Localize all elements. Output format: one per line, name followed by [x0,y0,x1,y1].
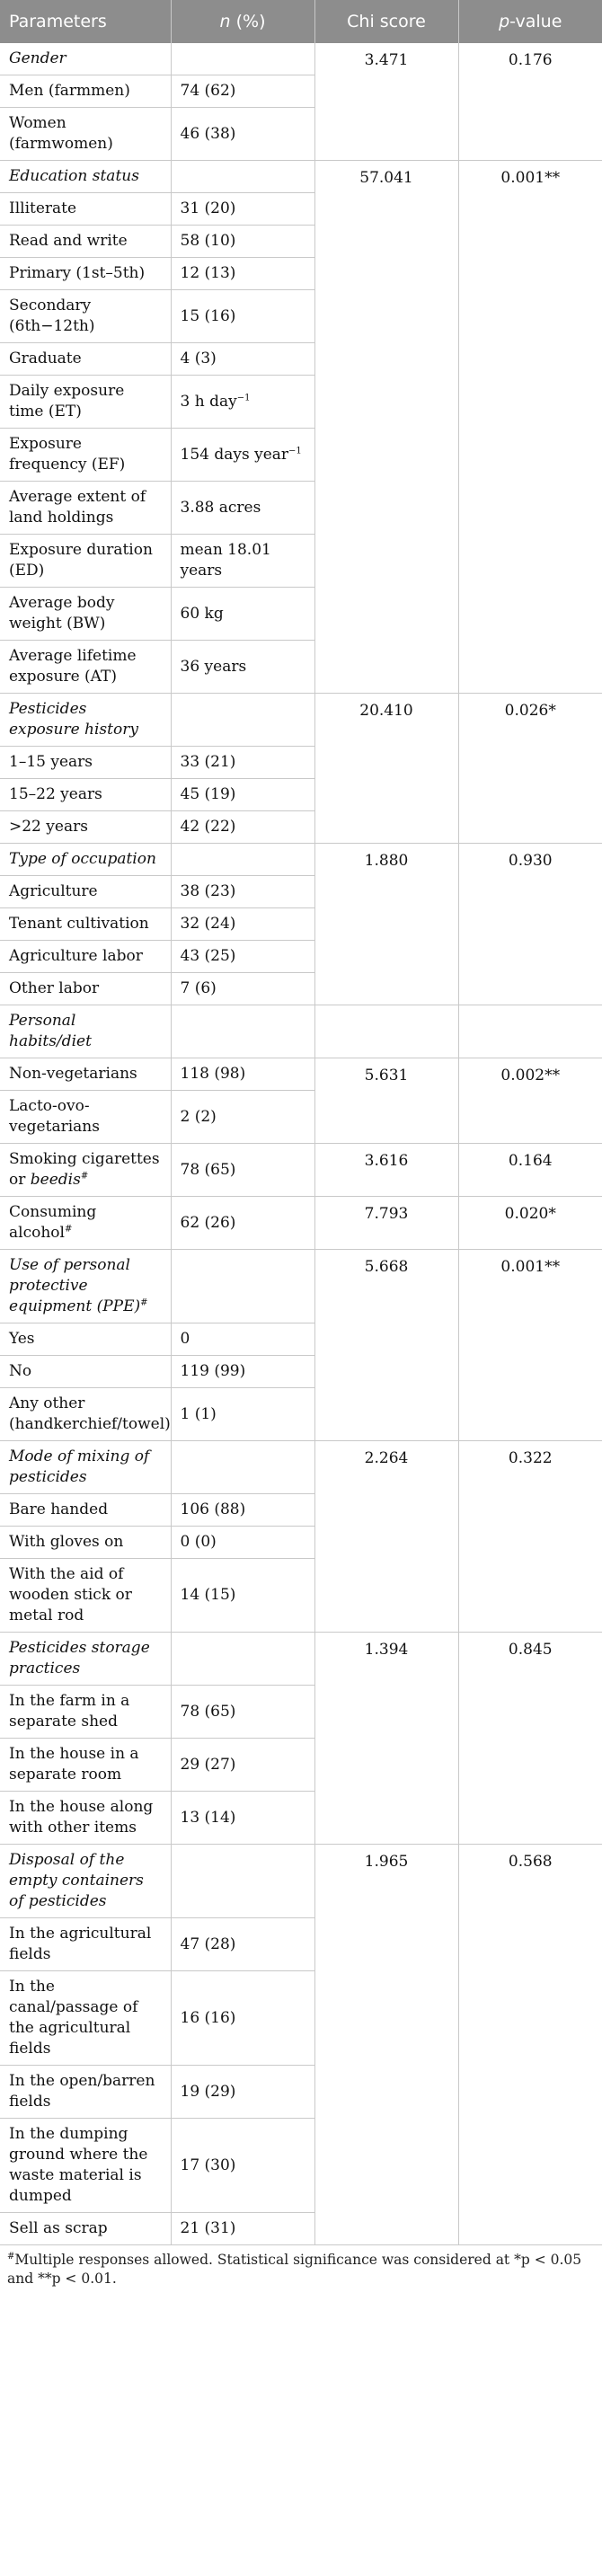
param-ppe [0,1250,171,1323]
p-ppe: 0.001** [458,1250,602,1441]
n-exposure-frequency [171,429,314,482]
param-mixing: Mode of mixing of pesticides [0,1441,171,1494]
chi-personal-habits [314,1005,458,1058]
param-years-15-22: 15–22 years [0,779,171,811]
p-storage: 0.845 [458,1633,602,1845]
n-storage-shed: 78 (65) [171,1686,314,1739]
n-alcohol: 62 (26) [171,1197,314,1250]
param-exposure-duration: Exposure duration (ED) [0,535,171,588]
chi-smoking: 3.616 [314,1144,458,1197]
et-value: 3 h day [180,392,237,411]
param-storage-room: In the house in a separate room [0,1739,171,1792]
n-stick: 14 (15) [171,1559,314,1633]
table-row [0,1633,602,1686]
param-smoking [0,1144,171,1197]
param-ppe-yes: Yes [0,1323,171,1356]
header-n-percent [171,0,314,43]
n-ppe-other: 1 (1) [171,1388,314,1441]
n-primary: 12 (13) [171,258,314,290]
n-exposure-history [171,694,314,747]
param-agriculture: Agriculture [0,876,171,908]
param-daily-exposure-time: Daily exposure time (ET) [0,376,171,429]
param-disposal-fields: In the agricultural fields [0,1918,171,1971]
param-storage-shed: In the farm in a separate shed [0,1686,171,1739]
n-disposal-canal: 16 (16) [171,1971,314,2066]
param-non-vegetarians: Non-vegetarians [0,1058,171,1091]
param-land-holdings: Average extent of land holdings [0,482,171,535]
param-agriculture-labor: Agriculture labor [0,941,171,973]
n-years-over-22: 42 (22) [171,811,314,844]
param-gloves: With gloves on [0,1527,171,1559]
n-years-15-22: 45 (19) [171,779,314,811]
n-ppe [171,1250,314,1323]
n-graduate: 4 (3) [171,343,314,376]
n-storage [171,1633,314,1686]
n-men: 74 (62) [171,75,314,108]
n-bare-handed: 106 (88) [171,1494,314,1527]
param-men: Men (farmmen) [0,75,171,108]
n-read-write: 58 (10) [171,226,314,258]
n-ppe-yes: 0 [171,1323,314,1356]
n-gender [171,43,314,75]
chi-gender: 3.471 [314,43,458,161]
n-other-labor: 7 (6) [171,973,314,1005]
param-secondary: Secondary (6th−12th) [0,290,171,343]
chi-ppe: 5.668 [314,1250,458,1441]
chi-disposal: 1.965 [314,1845,458,2245]
table-row [0,1058,602,1091]
param-lifetime-exposure: Average lifetime exposure (AT) [0,641,171,694]
param-gender: Gender [0,43,171,75]
n-gloves: 0 (0) [171,1527,314,1559]
header-p-italic: p [499,11,510,31]
p-smoking: 0.164 [458,1144,602,1197]
n-exposure-duration: mean 18.01 years [171,535,314,588]
n-ppe-no: 119 (99) [171,1356,314,1388]
table-row [0,844,602,876]
n-body-weight: 60 kg [171,588,314,641]
chi-diet: 5.631 [314,1058,458,1144]
param-disposal-scrap: Sell as scrap [0,2213,171,2245]
p-education: 0.001** [458,161,602,694]
n-storage-items: 13 (14) [171,1792,314,1845]
ppe-label: Use of personal protective equipment (PPE) [9,1256,141,1315]
table-row [0,1005,602,1058]
smoking-label: Smoking cigarettes or [9,1150,160,1189]
table-row [0,694,602,747]
header-p-value [458,0,602,43]
alcohol-label: Consuming alcohol [9,1203,97,1242]
param-ppe-other: Any other (handkerchief/towel) [0,1388,171,1441]
ef-value: 154 days year [180,445,289,464]
smoking-beedis: beedis [30,1171,81,1189]
n-disposal-dumping: 17 (30) [171,2119,314,2213]
p-mixing: 0.322 [458,1441,602,1633]
n-land-holdings: 3.88 acres [171,482,314,535]
param-disposal-barren: In the open/barren fields [0,2066,171,2119]
param-ppe-no: No [0,1356,171,1388]
n-occupation [171,844,314,876]
n-women: 46 (38) [171,108,314,161]
param-exposure-frequency: Exposure frequency (EF) [0,429,171,482]
p-gender: 0.176 [458,43,602,161]
n-tenant-cultivation: 32 (24) [171,908,314,941]
param-read-write: Read and write [0,226,171,258]
p-exposure-history: 0.026* [458,694,602,844]
param-disposal: Disposal of the empty containers of pesticides [0,1845,171,1918]
p-personal-habits [458,1005,602,1058]
param-disposal-dumping: In the dumping ground where the waste material is dumped [0,2119,171,2213]
chi-education: 57.041 [314,161,458,694]
ppe-footnote-mark: # [140,1297,148,1308]
p-diet: 0.002** [458,1058,602,1144]
table-row [0,1441,602,1494]
chi-occupation: 1.880 [314,844,458,1005]
p-disposal: 0.568 [458,1845,602,2245]
chi-mixing: 2.264 [314,1441,458,1633]
n-secondary: 15 (16) [171,290,314,343]
n-disposal-fields: 47 (28) [171,1918,314,1971]
param-bare-handed: Bare handed [0,1494,171,1527]
param-women: Women (farmwomen) [0,108,171,161]
n-disposal-scrap: 21 (31) [171,2213,314,2245]
table-row [0,1144,602,1197]
param-years-over-22: >22 years [0,811,171,844]
param-graduate: Graduate [0,343,171,376]
n-lifetime-exposure: 36 years [171,641,314,694]
p-occupation: 0.930 [458,844,602,1005]
param-storage-items: In the house along with other items [0,1792,171,1845]
et-sup: −1 [236,392,251,403]
param-lacto-ovo: Lacto-ovo-vegetarians [0,1091,171,1144]
table-row [0,43,602,75]
n-disposal-barren: 19 (29) [171,2066,314,2119]
n-personal-habits [171,1005,314,1058]
header-n-suffix: (%) [230,11,266,31]
table-row [0,1250,602,1323]
n-education [171,161,314,193]
param-years-1-15: 1–15 years [0,747,171,779]
chi-alcohol: 7.793 [314,1197,458,1250]
header-chi-score: Chi score [314,0,458,43]
header-n-italic: n [219,11,231,31]
footnote-mark: # [7,2251,15,2262]
smoking-footnote-mark: # [80,1171,89,1182]
table-row [0,161,602,193]
n-years-1-15: 33 (21) [171,747,314,779]
ef-sup: −1 [288,445,302,456]
n-lacto-ovo: 2 (2) [171,1091,314,1144]
param-primary: Primary (1st–5th) [0,258,171,290]
param-education: Education status [0,161,171,193]
param-disposal-canal: In the canal/passage of the agricultural fields [0,1971,171,2066]
footnote-text: Multiple responses allowed. Statistical significance was considered at *p < 0.05 and **p < 0.01. [7,2252,582,2287]
n-agriculture-labor: 43 (25) [171,941,314,973]
param-personal-habits: Personal habits/diet [0,1005,171,1058]
table-header-row [0,0,602,43]
table-row [0,1845,602,1918]
param-illiterate: Illiterate [0,193,171,226]
chi-storage: 1.394 [314,1633,458,1845]
table-row [0,1197,602,1250]
param-exposure-history: Pesticides exposure history [0,694,171,747]
n-smoking: 78 (65) [171,1144,314,1197]
param-tenant-cultivation: Tenant cultivation [0,908,171,941]
p-alcohol: 0.020* [458,1197,602,1250]
param-other-labor: Other labor [0,973,171,1005]
n-mixing [171,1441,314,1494]
table-footnote [0,2245,602,2288]
n-daily-exposure-time [171,376,314,429]
n-non-vegetarians: 118 (98) [171,1058,314,1091]
n-agriculture: 38 (23) [171,876,314,908]
n-storage-room: 29 (27) [171,1739,314,1792]
param-storage: Pesticides storage practices [0,1633,171,1686]
param-occupation: Type of occupation [0,844,171,876]
alcohol-footnote-mark: # [64,1224,73,1235]
param-body-weight: Average body weight (BW) [0,588,171,641]
param-alcohol [0,1197,171,1250]
header-parameters: Parameters [0,0,171,43]
chi-exposure-history: 20.410 [314,694,458,844]
header-p-suffix: -value [509,11,562,31]
n-illiterate: 31 (20) [171,193,314,226]
param-stick: With the aid of wooden stick or metal rod [0,1559,171,1633]
n-disposal [171,1845,314,1918]
